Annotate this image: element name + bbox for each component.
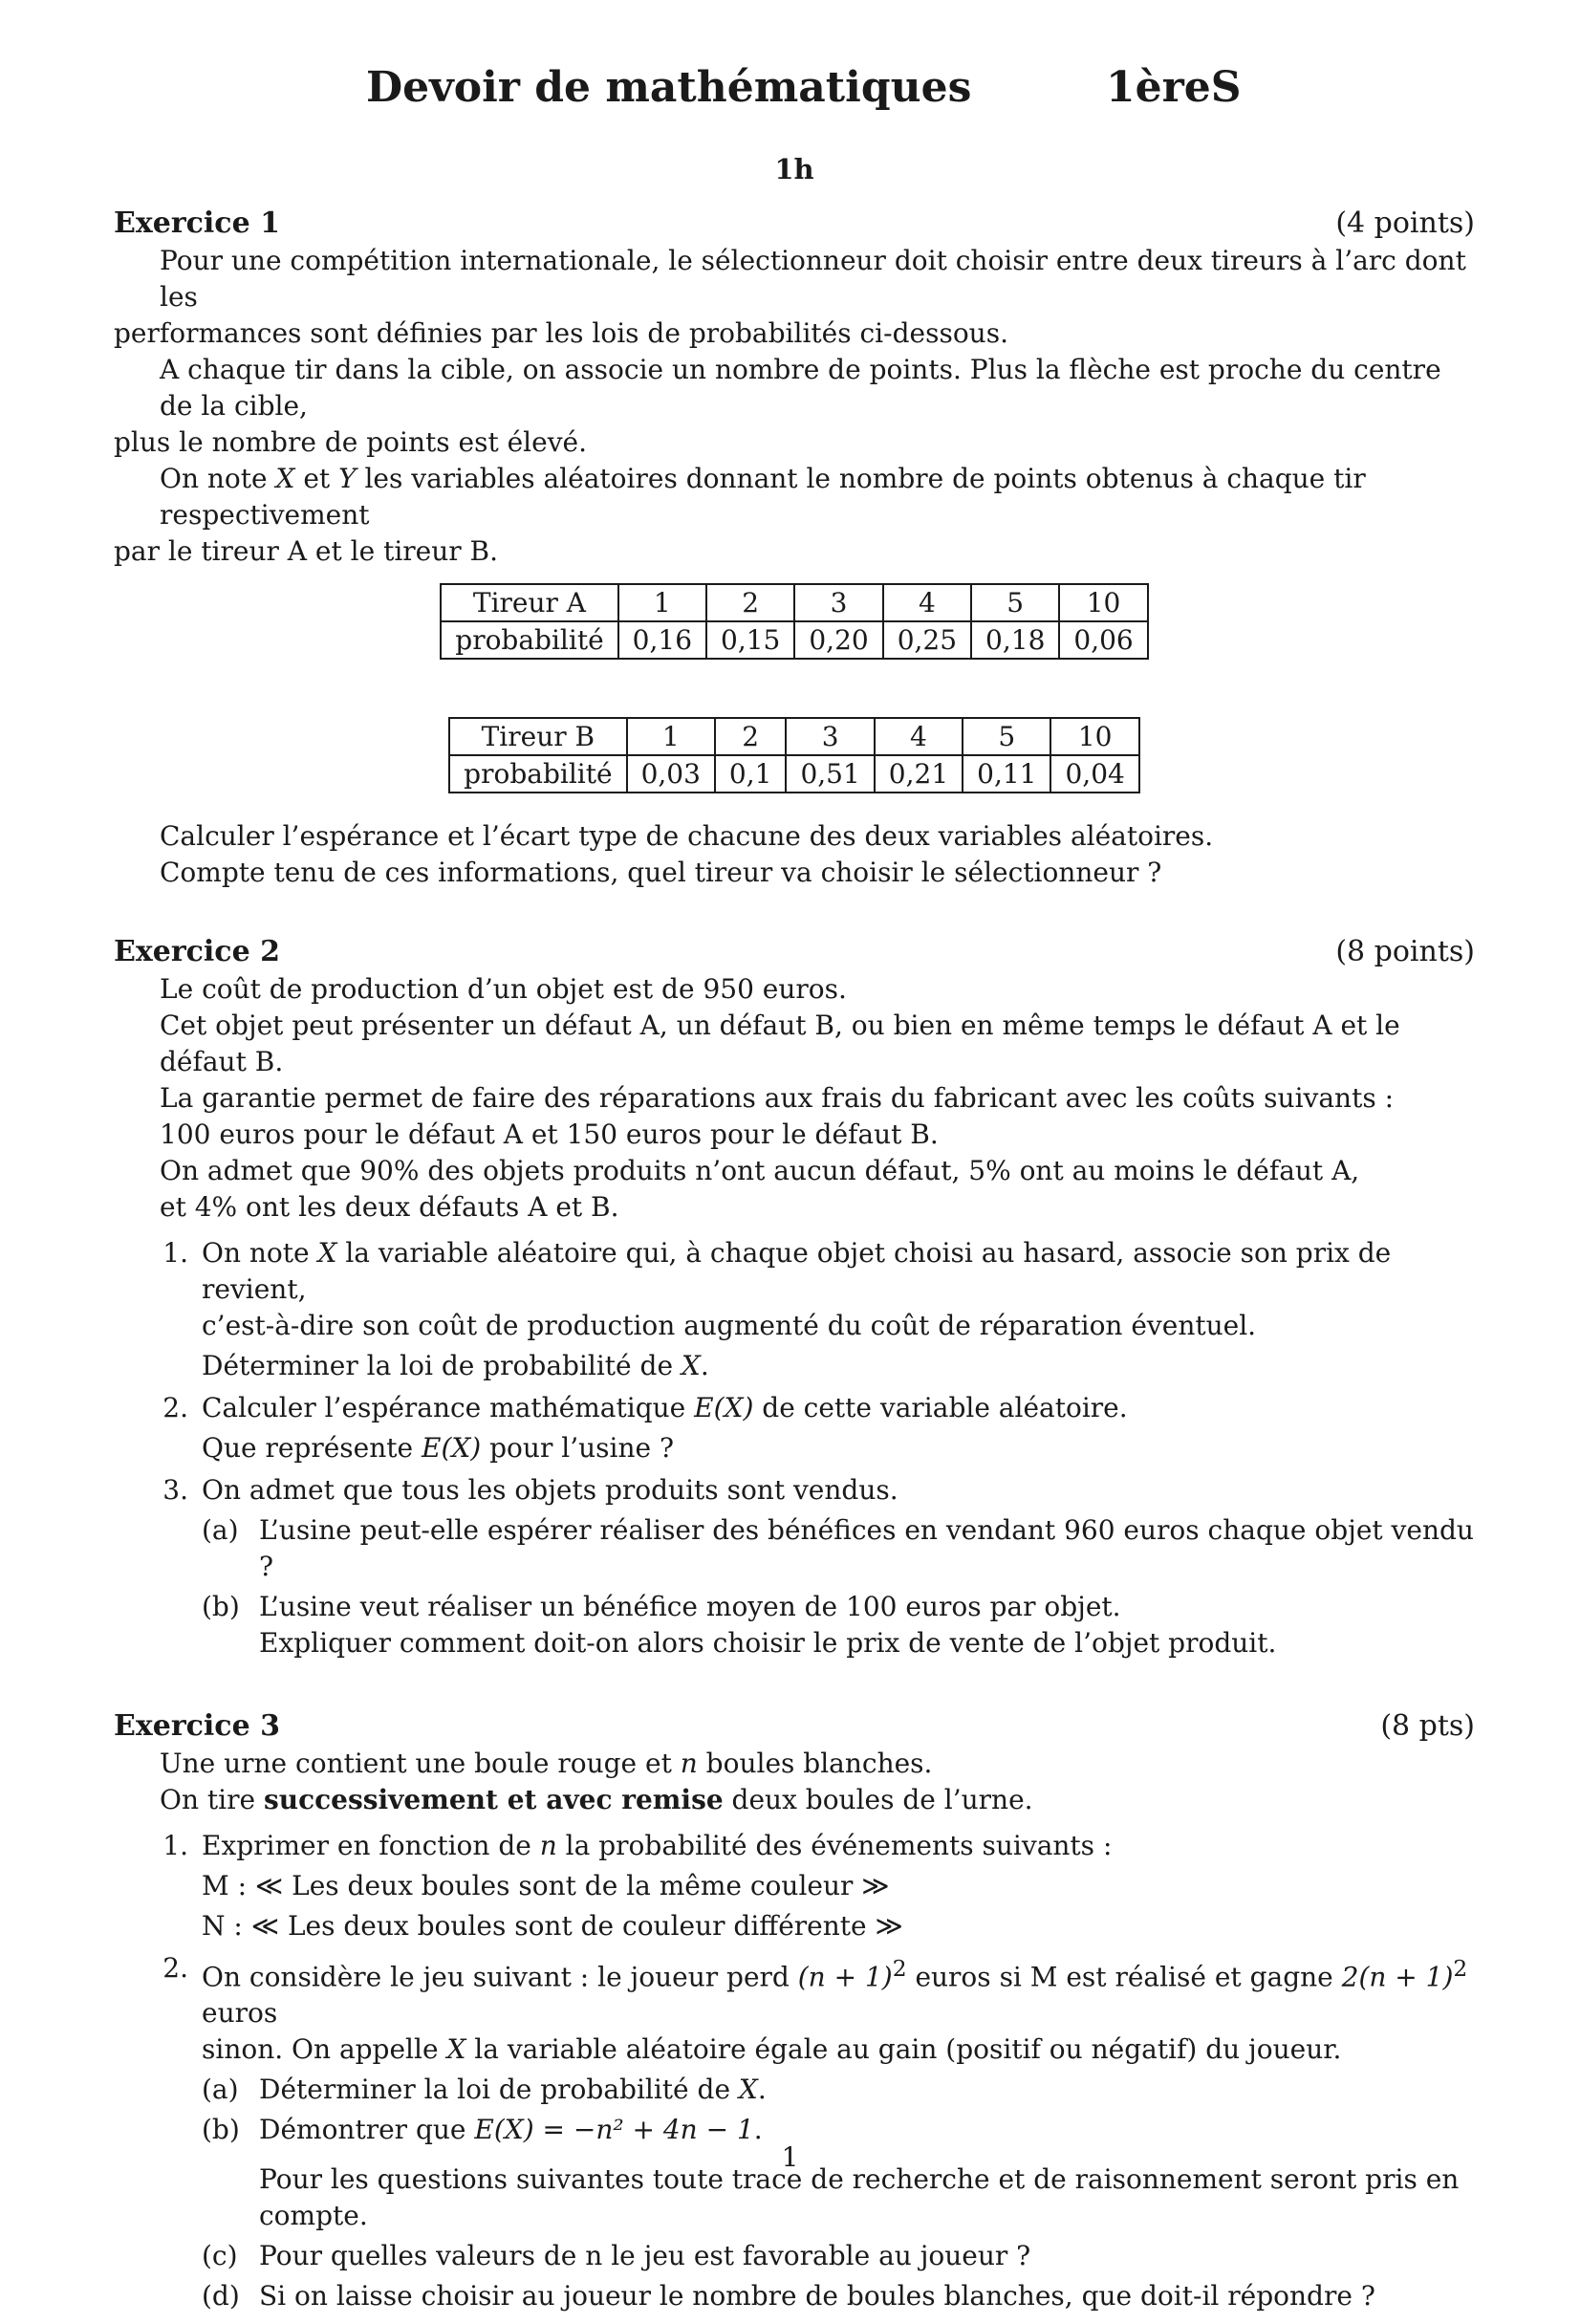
page-number: 1 [781,2141,799,2173]
table-b-wrap [114,717,1475,793]
question-number: 2. [162,1952,188,1984]
ex2-questions [114,1235,1475,1665]
exercise-3-points: (8 pts) [1380,1709,1475,1743]
exercise-1 [114,205,1475,891]
ex2-q3a: (a) L’usine peut-elle espérer réaliser des bénéfices en vendant 960 euros chaque objet vendu ? [202,1514,1474,1582]
question-number: 1. [162,1830,188,1861]
exercise-1-title: Exercice 1 [114,206,280,240]
table-cell: 10 [1059,584,1147,621]
table-row [449,718,1139,755]
ex3-line1: Une urne contient une boule rouge et n boules blanches. [160,1748,933,1779]
table-cell: 0,25 [883,621,971,659]
ex3-q2d: (d) Si on laisse choisir au joueur le nombre de boules blanches, que doit-il répondre ? [202,2280,1375,2313]
ex2-line: et 4% ont les deux défauts A et B. [160,1191,619,1223]
table-row [441,621,1147,659]
ex1-p1: Pour une compétition internationale, le sélectionneur doit choisir entre deux tireurs à l’arc dont les [160,245,1466,313]
exercise-2 [114,933,1475,1665]
ex2-line: La garantie permet de faire des réparations aux frais du fabricant avec les coûts suivants : [160,1082,1395,1114]
exercise-3-header [114,1707,1475,1746]
exercise-2-title: Exercice 2 [114,935,280,968]
table-cell: 0,03 [627,755,715,793]
ex3-questions [114,1828,1475,2318]
ex3-note: Pour les questions suivantes toute trace de recherche et de raisonnement seront pris en compte. [259,2163,1460,2232]
table-tireur-a [440,583,1148,660]
table-cell: 0,1 [715,755,787,793]
table-cell: probabilité [449,755,626,793]
ex3-q2c: (c) Pour quelles valeurs de n le jeu est favorable au joueur ? [202,2240,1031,2272]
exercise-2-points: (8 points) [1335,935,1475,968]
table-cell: 3 [786,718,874,755]
table-cell: 4 [875,718,963,755]
table-cell: 0,06 [1059,621,1147,659]
table-cell: 1 [627,718,715,755]
ex2-q3b: (b) L’usine veut réaliser un bénéfice moyen de 100 euros par objet. Expliquer comment doit-on alors choisir le prix de vente de l’objet produit. [202,1591,1277,1659]
table-cell: 0,15 [706,621,794,659]
question-number: 2. [162,1392,188,1423]
exercise-2-header [114,933,1475,971]
table-cell: 0,16 [618,621,706,659]
table-cell: 10 [1050,718,1138,755]
ex2-line: 100 euros pour le défaut A et 150 euros pour le défaut B. [160,1119,939,1150]
ex2-line: On admet que 90% des objets produits n’ont aucun défaut, 5% ont au moins le défaut A, [160,1155,1360,1186]
event-m: M : ≪ Les deux boules sont de la même couleur ≫ [202,1870,890,1901]
ex1-p2: A chaque tir dans la cible, on associe un nombre de points. Plus la flèche est proche du centre de la cible, [160,354,1441,422]
ex1-p1b: performances sont définies par les lois de probabilités ci-dessous. [114,317,1008,349]
ex2-question-1: 1. On note X la variable aléatoire qui, à chaque objet choisi au hasard, associe son prix de revient, c’est-à-dire son coût de production augmenté du coût de réparation éventuel. Déterminer la loi de probabilité de X. [114,1235,1475,1384]
ex2-q1-line2: c’est-à-dire son coût de production augmenté du coût de réparation éventuel. [202,1310,1257,1341]
table-cell: 1 [618,584,706,621]
table-cell: probabilité [441,621,617,659]
ex3-question-1: 1. Exprimer en fonction de n la probabilité des événements suivants : M : ≪ Les deux boules sont de la même couleur ≫ N : ≪ Les deux boules sont de couleur différente ≫ [114,1828,1475,1944]
table-cell: 0,11 [963,755,1050,793]
table-cell: 0,18 [971,621,1059,659]
table-a-wrap [114,583,1475,660]
table-row [449,755,1139,793]
ex1-q2: Compte tenu de ces informations, quel tireur va choisir le sélectionneur ? [160,857,1162,888]
ex1-p3: On note X et Y les variables aléatoires donnant le nombre de points obtenus à chaque tir respectivement [160,463,1366,531]
question-number: 3. [162,1474,188,1506]
table-cell: 2 [706,584,794,621]
document-page [114,57,1475,2324]
table-cell: 4 [883,584,971,621]
exercise-3-title: Exercice 3 [114,1709,280,1743]
ex3-line2: On tire successivement et avec remise deux boules de l’urne. [160,1784,1033,1815]
table-cell: 0,04 [1050,755,1138,793]
table-cell: 0,20 [794,621,882,659]
exercise-1-header [114,205,1475,243]
ex3-q2a: (a) Déterminer la loi de probabilité de X. [202,2074,767,2106]
exercise-1-points: (4 points) [1335,206,1475,240]
ex2-question-3 [114,1472,1475,1665]
exercise-3 [114,1707,1475,2318]
ex3-question-2: 2. On considère le jeu suivant : le joueur perd $(n + 1)^2$ euros si M est réalisé et gagne $2(n + 1)^2$ euros sinon. On appelle X la variable aléatoire égale au gain (positif ou négatif) du joueur. (a) Déterminer la loi de probabilité de X. (b) Démontrer que E(X) = −n² + 4n − 1. Pour les questions suivantes toute trace de recherche et de raisonnement seront pris en compte. (c) Pour quelles valeurs de n le jeu est favorable au joueur ? (d) Si on laisse choisir au joueur le nombre de boules blanches, que doit-il répondre ? [114,1950,1475,2318]
header [114,57,1475,124]
table-row [441,584,1147,621]
table-tireur-b [448,717,1140,793]
duration: 1h [774,153,814,185]
table-cell: 3 [794,584,882,621]
page-title: Devoir de mathématiques [366,63,972,112]
table-cell: 2 [715,718,787,755]
table-cell: 5 [971,584,1059,621]
ex2-q3-text: On admet que tous les objets produits sont vendus. [202,1474,898,1506]
event-n: N : ≪ Les deux boules sont de couleur différente ≫ [202,1910,903,1942]
question-number: 1. [162,1237,188,1269]
ex2-line: Le coût de production d’un objet est de 950 euros. [160,973,847,1005]
ex1-p2b: plus le nombre de points est élevé. [114,426,587,458]
table-cell: Tireur A [441,584,617,621]
table-cell: 5 [963,718,1050,755]
ex2-question-2: 2. Calculer l’espérance mathématique E(X) de cette variable aléatoire. Que représente E(X) pour l’usine ? [114,1390,1475,1466]
ex2-line: Cet objet peut présenter un défaut A, un défaut B, ou bien en même temps le défaut A et le défaut B. [160,1010,1400,1077]
table-cell: 0,21 [875,755,963,793]
class-level: 1èreS [1106,63,1242,112]
ex1-q1: Calculer l’espérance et l’écart type de chacune des deux variables aléatoires. [160,820,1214,852]
ex1-p3d: par le tireur A et le tireur B. [114,535,499,567]
table-cell: Tireur B [449,718,626,755]
ex3-q2b: (b) Démontrer que E(X) = −n² + 4n − 1. [202,2114,763,2146]
table-cell: 0,51 [786,755,874,793]
